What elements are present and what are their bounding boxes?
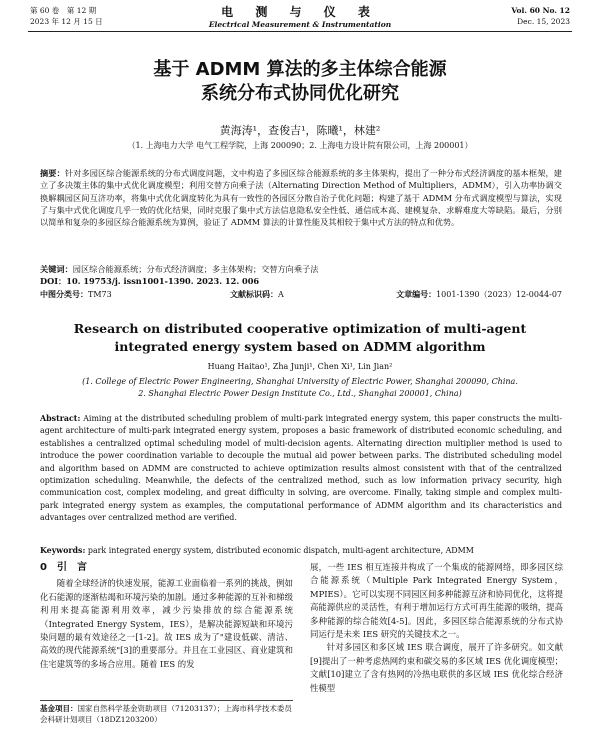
- abstract-cn: [40, 167, 562, 228]
- title-cn: [0, 58, 600, 106]
- affiliation-en-2: 2. Shanghai Electric Power Design Institute Co., Ltd., Shanghai 200001, China): [138, 389, 462, 398]
- affiliation-en: [0, 376, 600, 400]
- journal-name-cn: 电 测 与 仪 表: [221, 5, 379, 19]
- clc-value: TM73: [88, 290, 112, 299]
- clc: [40, 288, 112, 301]
- header-center: [0, 3, 600, 29]
- affiliation-en-1: (1. College of Electric Power Engineering, Shanghai University of Electric Power, Shanghai 200090, China.: [82, 377, 518, 386]
- doc-code-value: A: [278, 290, 284, 299]
- title-en-line-2: integrated energy system based on ADMM algorithm: [114, 339, 486, 354]
- doi: DOI：10. 19753/j. issn1001-1390. 2023. 12. 006: [40, 276, 260, 286]
- header-right: [511, 5, 570, 27]
- keywords-en: [40, 545, 562, 557]
- doc-code: [230, 288, 284, 301]
- clc-label: 中图分类号：: [40, 289, 88, 299]
- article-id-label: 文章编号：: [396, 289, 437, 299]
- header-date-cn: 2023 年 12 月 15 日: [30, 17, 103, 26]
- authors-cn: 黄海涛¹，查俊吉¹，陈曦¹，林建²: [219, 124, 381, 137]
- keywords-en-label: Keywords:: [40, 546, 86, 555]
- article-id-value: 1001-1390（2023）12-0044-07: [436, 290, 562, 299]
- classification-row: [40, 288, 562, 300]
- footnote-rule: [40, 700, 293, 701]
- abstract-en-text: Aiming at the distributed scheduling problem of multi-park integrated energy system, this paper constructs the multi-agent architecture of multi-park integrated energy system, proposes a basic framework of distributed economic scheduling, and establishes a centralized optimal scheduling model of multi-decision agents. Alternating direction multiplier method is used to introduce the power coordination variable to decouple the mutual aid power between parks. The distributed scheduling model and algorithm based on ADMM are constructed to achieve optimization results almost consistent with that of the centralized optimization scheduling. Meanwhile, the defects of the centralized method, such as low information privacy security, high communication cost, complex modeling, and great difficulty in solving, are overcome. Finally, taking simple and complex multi-park integrated energy system as examples, the computational performance of ADMM algorithm and its characteristics and advantages over centralized method are verified.: [40, 414, 562, 523]
- body-paragraph-1: 随着全球经济的快速发展，能源工业面临着一系列的挑战，例如化石能源的逐渐枯竭和环境污染的加剧。通过多种能源的互补和梯级利用来提高能源利用效率，减少污染排放的综合能源系统（Integrated Energy System，IES），是解决能源短缺和环境污染问题的最有效途径之一[1-2]。故 IES 成为了"建设低碳、清洁、高效的现代能源系统"[3]的重要部分。并且在工业园区、商业建筑和住宅建筑等的多场合应用。随着 IES 的发: [40, 578, 293, 669]
- header-volume-issue-en: Vol. 60 No. 12: [511, 6, 570, 15]
- journal-name-en: Electrical Measurement & Instrumentation: [208, 20, 392, 29]
- header-date-en: Dec. 15, 2023: [517, 17, 570, 26]
- header-volume-issue-cn: 第 60 卷 第 12 期: [30, 6, 97, 15]
- title-cn-line-1: 基于 ADMM 算法的多主体综合能源: [153, 59, 447, 80]
- abstract-cn-label: 摘要：: [40, 168, 65, 178]
- abstract-cn-text: 针对多园区综合能源系统的分布式调度问题，文中构造了多园区综合能源系统的多主体架构，提出了一种分布式经济调度的基本框架，建立了多决策主体的集中式优化调度模型；利用交替方向乘子法（Alternating Direction Method of Multipliers，ADMM），引入功率协调交换解耦园区间互济功率，将集中式优化调度转化为具有一致性的各园区分散自治子优化问题；构建了基于 ADMM 分布式调度模型与算法，实现了与集中式优化调度几乎一致的优化结果，同时克服了集中式方法信息隐私安全性低、通信成本高、建模复杂、求解难度大等缺陷。最后，分别以简单和复杂的多园区综合能源系统为算例，验证了 ADMM 算法的计算性能及其相较于集中式方法的特点和优势。: [40, 168, 562, 228]
- footnote: [40, 703, 293, 725]
- title-cn-line-2: 系统分布式协同优化研究: [201, 83, 399, 104]
- body-column-left: [40, 561, 293, 671]
- article-id: [396, 288, 562, 301]
- keywords-cn-text: 园区综合能源系统；分布式经济调度；多主体架构；交替方向乘子法: [72, 264, 319, 274]
- authors-en: Huang Haitao¹, Zha Junji¹, Chen Xi¹, Lin Jian²: [207, 362, 393, 371]
- footnote-text: 国家自然科学基金资助项目（71203137）；上海市科学技术委员会科研计划项目（18DZ1203200）: [40, 704, 292, 724]
- keywords-en-text: park integrated energy system, distributed economic dispatch, multi-agent architecture, ADMM: [87, 546, 474, 555]
- title-en-line-1: Research on distributed cooperative optimization of multi-agent: [73, 321, 527, 336]
- keywords-cn: [40, 263, 562, 275]
- affiliation-cn: （1. 上海电力大学 电气工程学院，上海 200090；2. 上海电力设计院有限公司，上海 200001）: [127, 141, 473, 150]
- section-heading-introduction: 0 引 言: [40, 562, 87, 573]
- body-column-right: [310, 561, 563, 695]
- body-paragraph-3: 针对多园区和多区域 IES 联合调度，展开了许多研究。如文献[9]提出了一种考虑热网约束和碳交易的多区域 IES 优化调度模型；文献[10]建立了含有热网的冷热电联供的多区域 IES 优化综合经济性模型: [310, 642, 563, 693]
- running-header: [0, 0, 600, 34]
- title-en: [0, 320, 600, 356]
- footnote-label: 基金项目：: [40, 704, 78, 713]
- keywords-cn-label: 关键词：: [40, 264, 73, 274]
- abstract-en: [40, 413, 562, 525]
- header-rule: [28, 31, 572, 32]
- abstract-en-label: Abstract:: [40, 414, 81, 423]
- body-paragraph-2: 展，一些 IES 相互连接并构成了一个集成的能源网络，即多园区综合能源系统（Multiple Park Integrated Energy System，MPIES）。它可以实现不同园区间多种能源互济和协同优化，这将提高能源供应的灵活性，有利于增加运行方式可再生能源的吸纳，提高多种能源的综合能效[4-5]。因此，多园区综合能源系统的分布式协同运行是未来 IES 研究的关键技术之一。: [310, 562, 563, 640]
- doc-code-label: 文献标识码：: [230, 289, 278, 299]
